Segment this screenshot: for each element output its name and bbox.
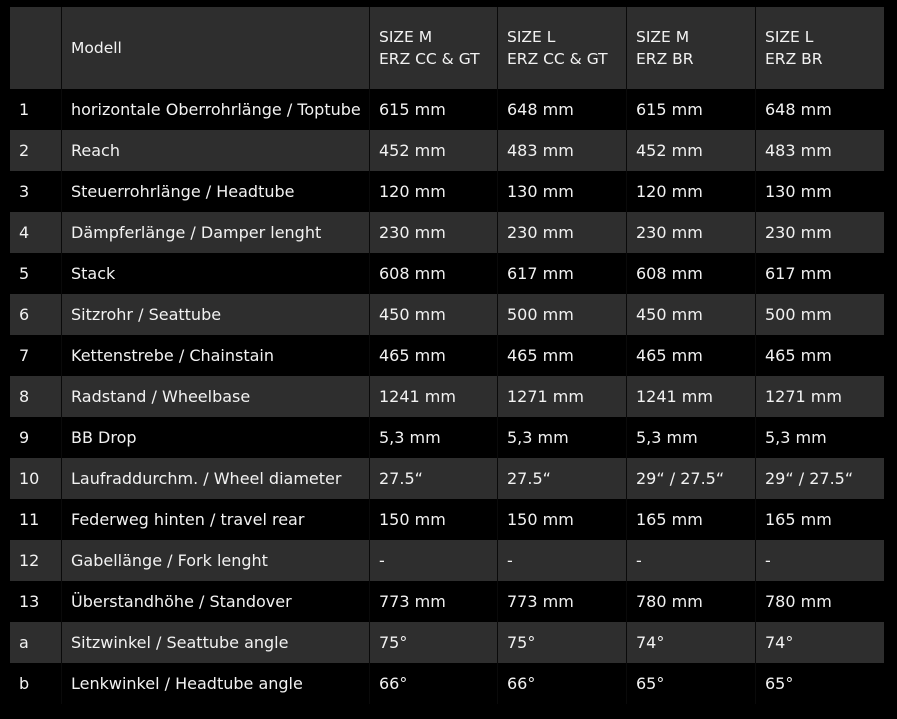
row-value: 165 mm bbox=[755, 499, 884, 540]
row-value: 773 mm bbox=[497, 581, 626, 622]
row-value: 29“ / 27.5“ bbox=[755, 458, 884, 499]
row-value: 230 mm bbox=[626, 212, 755, 253]
row-value: 450 mm bbox=[369, 294, 497, 335]
row-value: 452 mm bbox=[626, 130, 755, 171]
row-label: Gabellänge / Fork lenght bbox=[61, 540, 369, 581]
row-value: 5,3 mm bbox=[369, 417, 497, 458]
row-value: 120 mm bbox=[626, 171, 755, 212]
table-row bbox=[10, 171, 884, 212]
row-index: 11 bbox=[10, 499, 61, 540]
row-value: 75° bbox=[369, 622, 497, 663]
table-row bbox=[10, 581, 884, 622]
row-value: 780 mm bbox=[626, 581, 755, 622]
row-value: - bbox=[755, 540, 884, 581]
table-row bbox=[10, 335, 884, 376]
row-label: Reach bbox=[61, 130, 369, 171]
row-value: 150 mm bbox=[497, 499, 626, 540]
row-value: 500 mm bbox=[755, 294, 884, 335]
size-header-line2: ERZ BR bbox=[765, 50, 823, 68]
row-value: 452 mm bbox=[369, 130, 497, 171]
row-value: 120 mm bbox=[369, 171, 497, 212]
row-value: 130 mm bbox=[497, 171, 626, 212]
row-index: 2 bbox=[10, 130, 61, 171]
row-value: 465 mm bbox=[369, 335, 497, 376]
size-header-line1: SIZE L bbox=[765, 28, 814, 46]
row-value: 465 mm bbox=[755, 335, 884, 376]
row-value: 608 mm bbox=[626, 253, 755, 294]
size-header bbox=[497, 7, 626, 89]
row-value: 1241 mm bbox=[626, 376, 755, 417]
size-header-line2: ERZ CC & GT bbox=[379, 50, 480, 68]
table-body bbox=[10, 89, 884, 704]
row-index: 4 bbox=[10, 212, 61, 253]
row-value: 165 mm bbox=[626, 499, 755, 540]
size-header-line1: SIZE M bbox=[379, 28, 433, 46]
row-value: 5,3 mm bbox=[626, 417, 755, 458]
row-index: 5 bbox=[10, 253, 61, 294]
row-value: 74° bbox=[755, 622, 884, 663]
size-header-line1: SIZE L bbox=[507, 28, 556, 46]
row-label: Sitzrohr / Seattube bbox=[61, 294, 369, 335]
row-value: 780 mm bbox=[755, 581, 884, 622]
row-value: 65° bbox=[755, 663, 884, 704]
table-row bbox=[10, 622, 884, 663]
row-label: Stack bbox=[61, 253, 369, 294]
table-row bbox=[10, 458, 884, 499]
row-label: Kettenstrebe / Chainstain bbox=[61, 335, 369, 376]
row-value: - bbox=[497, 540, 626, 581]
row-value: 483 mm bbox=[497, 130, 626, 171]
row-index: 1 bbox=[10, 89, 61, 130]
row-index: 6 bbox=[10, 294, 61, 335]
row-label: Lenkwinkel / Headtube angle bbox=[61, 663, 369, 704]
row-value: 66° bbox=[497, 663, 626, 704]
row-value: 617 mm bbox=[497, 253, 626, 294]
row-value: 1271 mm bbox=[497, 376, 626, 417]
row-value: 130 mm bbox=[755, 171, 884, 212]
table-row bbox=[10, 499, 884, 540]
size-header-line2: ERZ BR bbox=[636, 50, 694, 68]
row-value: 27.5“ bbox=[369, 458, 497, 499]
size-header bbox=[626, 7, 755, 89]
table-row bbox=[10, 540, 884, 581]
table-row bbox=[10, 294, 884, 335]
row-value: 230 mm bbox=[369, 212, 497, 253]
row-value: 608 mm bbox=[369, 253, 497, 294]
row-label: Laufraddurchm. / Wheel diameter bbox=[61, 458, 369, 499]
model-header: Modell bbox=[61, 7, 369, 89]
header-row bbox=[10, 7, 884, 89]
size-header bbox=[755, 7, 884, 89]
geometry-table bbox=[10, 7, 884, 704]
row-value: 27.5“ bbox=[497, 458, 626, 499]
row-value: 1271 mm bbox=[755, 376, 884, 417]
row-value: - bbox=[626, 540, 755, 581]
row-value: 465 mm bbox=[626, 335, 755, 376]
row-value: 773 mm bbox=[369, 581, 497, 622]
row-value: 483 mm bbox=[755, 130, 884, 171]
row-value: 75° bbox=[497, 622, 626, 663]
row-value: 450 mm bbox=[626, 294, 755, 335]
index-header bbox=[10, 7, 61, 89]
table-row bbox=[10, 376, 884, 417]
row-value: 230 mm bbox=[755, 212, 884, 253]
row-value: 500 mm bbox=[497, 294, 626, 335]
row-value: 29“ / 27.5“ bbox=[626, 458, 755, 499]
row-index: 7 bbox=[10, 335, 61, 376]
row-index: 3 bbox=[10, 171, 61, 212]
row-value: 5,3 mm bbox=[497, 417, 626, 458]
row-label: Überstandhöhe / Standover bbox=[61, 581, 369, 622]
row-label: Steuerrohrlänge / Headtube bbox=[61, 171, 369, 212]
row-index: 9 bbox=[10, 417, 61, 458]
row-label: Dämpferlänge / Damper lenght bbox=[61, 212, 369, 253]
row-value: 230 mm bbox=[497, 212, 626, 253]
row-value: - bbox=[369, 540, 497, 581]
row-label: horizontale Oberrohrlänge / Toptube bbox=[61, 89, 369, 130]
size-header-line1: SIZE M bbox=[636, 28, 690, 46]
row-index: 8 bbox=[10, 376, 61, 417]
row-label: Sitzwinkel / Seattube angle bbox=[61, 622, 369, 663]
row-value: 617 mm bbox=[755, 253, 884, 294]
row-index: b bbox=[10, 663, 61, 704]
row-value: 615 mm bbox=[626, 89, 755, 130]
row-index: a bbox=[10, 622, 61, 663]
row-value: 74° bbox=[626, 622, 755, 663]
row-value: 648 mm bbox=[497, 89, 626, 130]
row-value: 66° bbox=[369, 663, 497, 704]
table-row bbox=[10, 89, 884, 130]
row-value: 65° bbox=[626, 663, 755, 704]
row-label: Radstand / Wheelbase bbox=[61, 376, 369, 417]
table-header bbox=[10, 7, 884, 89]
row-label: Federweg hinten / travel rear bbox=[61, 499, 369, 540]
row-value: 465 mm bbox=[497, 335, 626, 376]
row-index: 12 bbox=[10, 540, 61, 581]
row-value: 615 mm bbox=[369, 89, 497, 130]
table-row bbox=[10, 212, 884, 253]
table-row bbox=[10, 253, 884, 294]
size-header-line2: ERZ CC & GT bbox=[507, 50, 608, 68]
row-index: 13 bbox=[10, 581, 61, 622]
row-value: 1241 mm bbox=[369, 376, 497, 417]
table-row bbox=[10, 417, 884, 458]
row-label: BB Drop bbox=[61, 417, 369, 458]
size-header bbox=[369, 7, 497, 89]
table-row bbox=[10, 663, 884, 704]
row-value: 648 mm bbox=[755, 89, 884, 130]
row-index: 10 bbox=[10, 458, 61, 499]
row-value: 5,3 mm bbox=[755, 417, 884, 458]
table-row bbox=[10, 130, 884, 171]
row-value: 150 mm bbox=[369, 499, 497, 540]
